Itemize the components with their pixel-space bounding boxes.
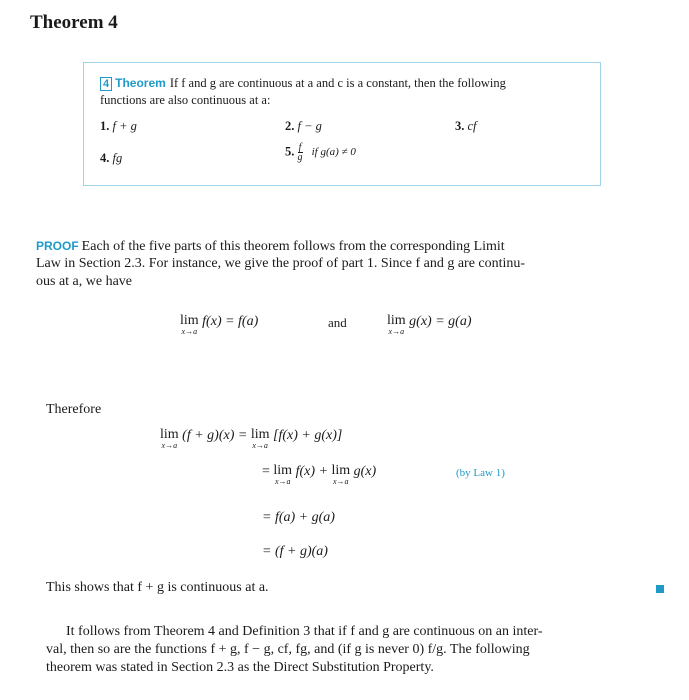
- theorem-item-5: 5. $\frac{f}{g}$ if g(a) ≠ 0: [285, 142, 356, 163]
- theorem-statement-line2: functions are also continuous at a:: [100, 93, 271, 107]
- theorem-label: Theorem: [115, 76, 166, 90]
- qed-square-icon: [656, 585, 664, 593]
- and-word: and: [328, 315, 347, 330]
- theorem-item-2: 2. f − g: [285, 119, 322, 133]
- derivation-line4: = (f + g)(a): [262, 544, 328, 559]
- theorem-statement-line1: [100, 76, 506, 91]
- conclusion-text: This shows that f + g is continuous at a.: [46, 580, 269, 595]
- proof-line2: Law in Section 2.3. For instance, we give the proof of part 1. Since f and g are continu-: [36, 256, 526, 271]
- limit-f: lim x→a f(x) = f(a): [180, 313, 259, 336]
- theorem-item-1: 1. f + g: [100, 119, 137, 133]
- closing-line3: theorem was stated in Section 2.3 as the Direct Substitution Property.: [46, 660, 434, 675]
- theorem-item-3: 3. cf: [455, 119, 477, 133]
- closing-line2: val, then so are the functions f + g, f − g, cf, fg, and (if g is never 0) f/g. The following: [46, 642, 530, 657]
- fraction-f-over-g: $\frac{f}{g}$: [297, 142, 303, 163]
- theorem-statement-text1: If f and g are continuous at a and c is a constant, then the following: [169, 76, 506, 90]
- closing-line1: It follows from Theorem 4 and Definition 3 that if f and g are continuous on an inter-: [66, 624, 543, 639]
- proof-label: PROOF: [36, 239, 79, 253]
- page-heading: Theorem 4: [30, 12, 118, 33]
- law-note: (by Law 1): [456, 467, 505, 479]
- theorem-number: 4: [100, 77, 112, 91]
- proof-line1: PROOF Each of the five parts of this theorem follows from the corresponding Limit: [36, 239, 505, 254]
- derivation-line2: = lim x→a f(x) + lim x→a g(x): [262, 463, 377, 486]
- derivation-line1: lim x→a (f + g)(x) = lim x→a [f(x) + g(x)]: [160, 427, 343, 450]
- proof-line3: ous at a, we have: [36, 274, 133, 289]
- derivation-line3: = f(a) + g(a): [262, 510, 335, 525]
- limit-g: lim x→a g(x) = g(a): [387, 313, 472, 336]
- theorem-item-4: 4. fg: [100, 151, 123, 165]
- therefore-word: Therefore: [46, 402, 102, 417]
